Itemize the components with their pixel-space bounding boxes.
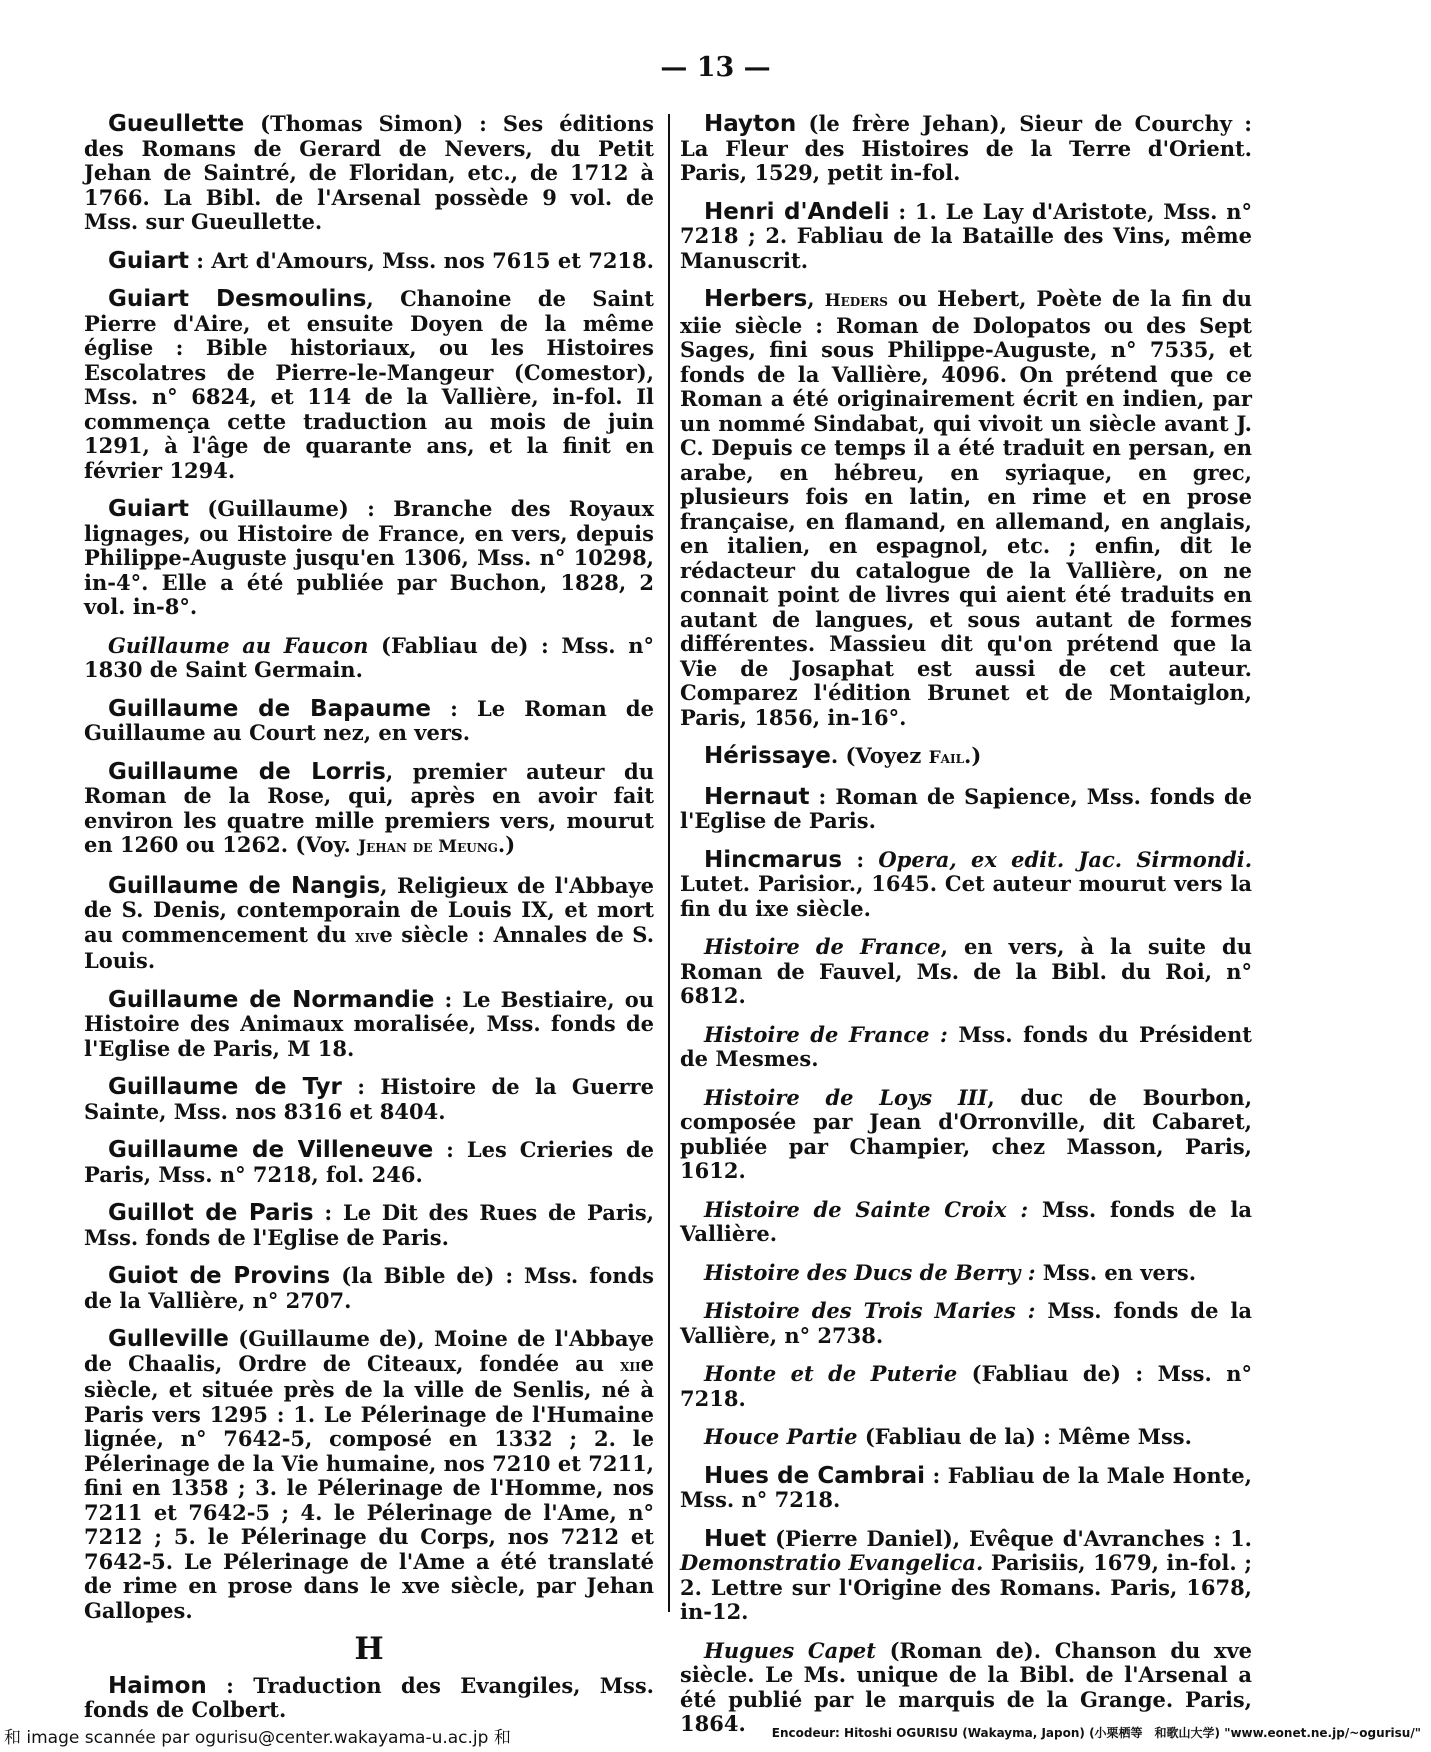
left-column — [84, 112, 654, 1737]
entry-headword: Hues de Cambrai — [704, 1462, 925, 1489]
entry-text: : Les Crieries de Paris, Mss. n° 7218, fol. 246. — [84, 1137, 654, 1187]
catalogue-entry — [84, 112, 654, 235]
left-entries — [84, 112, 654, 1623]
catalogue-entry — [680, 848, 1252, 922]
entry-headword: Histoire de Sainte Croix : — [704, 1196, 1029, 1222]
catalogue-entry — [680, 112, 1252, 186]
entry-text: : Le Bestiaire, ou Histoire des Animaux moralisée, Mss. fonds de l'Eglise de Paris, M 18. — [84, 986, 654, 1061]
entry-text: : — [842, 846, 879, 872]
catalogue-entry — [84, 634, 654, 683]
catalogue-entry — [84, 1674, 654, 1723]
entry-text-tail: .) — [964, 743, 982, 768]
entry-small-caps: xii — [620, 1355, 641, 1376]
entry-text: (Fabliau de) : Mss. n° 7218. — [680, 1361, 1252, 1411]
entry-headword: Gueullette — [108, 111, 245, 137]
entry-headword: Guillaume de Lorris — [108, 758, 386, 785]
entry-text: , en vers, à la suite du Roman de Fauvel, Ms. de la Bibl. du Roi, n° 6812. — [680, 934, 1252, 1008]
catalogue-entry — [84, 697, 654, 746]
entry-text: , Religieux de l'Abbaye de S. Denis, contemporain de Louis IX, et mort au commencement du — [84, 872, 655, 947]
entry-text: Mss. fonds du Président de Mesmes. — [680, 1021, 1252, 1071]
catalogue-entry — [680, 744, 1252, 771]
entry-headword: Guiart — [108, 247, 189, 274]
catalogue-entry — [680, 935, 1252, 1009]
catalogue-entry — [680, 1639, 1252, 1737]
catalogue-entry — [84, 1075, 654, 1124]
entry-headword: Guiot de Provins — [108, 1263, 331, 1289]
catalogue-entry — [680, 1527, 1252, 1625]
encoder-credit: Encodeur: Hitoshi OGURISU (Wakayma, Japon) (小栗栖等 和歌山大学) "www.eonet.ne.jp/~ogurisu/" — [771, 1726, 1421, 1740]
section-letter: H — [354, 1631, 384, 1667]
entry-headword: Gulleville — [108, 1326, 229, 1352]
entry-headword: Histoire de Loys III — [704, 1084, 988, 1110]
entry-text: : Art d'Amours, Mss. nos 7615 et 7218. — [189, 247, 654, 273]
entry-headword: Histoire de France — [704, 934, 941, 959]
right-column — [680, 112, 1252, 1751]
entry-small-caps: Heders — [824, 291, 888, 311]
catalogue-entry — [680, 785, 1252, 834]
catalogue-entry — [680, 1362, 1252, 1411]
catalogue-entry — [84, 287, 654, 483]
entry-headword: Guillot de Paris — [108, 1200, 314, 1226]
column-divider — [668, 114, 670, 1612]
entry-headword: Houce Partie — [704, 1424, 858, 1449]
entry-text: : Le Dit des Rues de Paris, Mss. fonds de l'Eglise de Paris. — [84, 1200, 654, 1250]
entry-headword: Hincmarus — [704, 846, 843, 873]
entry-headword: Guillaume au Faucon — [108, 632, 369, 658]
entry-headword: Henri d'Andeli — [704, 198, 890, 225]
catalogue-entry — [680, 1425, 1252, 1450]
catalogue-entry — [84, 1327, 654, 1623]
entry-headword: Huet — [704, 1525, 767, 1552]
catalogue-entry — [680, 1464, 1252, 1513]
catalogue-entry — [680, 1086, 1252, 1184]
entry-text: Mss. fonds de la Vallière, n° 2738. — [680, 1298, 1252, 1348]
entry-headword: Guiart — [108, 496, 189, 522]
entry-text: : Roman de Sapience, Mss. fonds de l'Eglise de Paris. — [680, 783, 1252, 833]
entry-text: : 1. Le Lay d'Aristote, Mss. n° 7218 ; 2. Fabliau de la Bataille des Vins, même Manuscrit. — [680, 198, 1253, 273]
entry-text: (Fabliau de la) : Même Mss. — [857, 1424, 1192, 1449]
page-number: — 13 — — [660, 52, 771, 83]
entry-text: (Fabliau de) : Mss. n° 1830 de Saint Germain. — [84, 632, 654, 682]
entry-title-italic: Demonstratio Evangelica. — [680, 1550, 984, 1575]
entry-headword: Hérissaye — [704, 743, 831, 769]
entry-headword: Hayton — [704, 111, 797, 137]
catalogue-entry — [680, 287, 1252, 730]
entry-text-tail: e siècle, et située près de la ville de Senlis, né à Paris vers 1295 : 1. Le Pélerinage de l'Humaine lignée, n° 7642-5, composé en 1332 ; 2. le Pélerinage de la Vie humaine, nos 7210 et 7211, fini en 1358 ; 3. le Pélerinage de l'Homme, nos 7211 et 7642-5 ; 4. le Pélerinage de l'Ame, n° 7212 ; 5. le Pélerinage du Corps, nos 7212 et 7642-5. Le Pélerinage de l'Ame a été translaté de rime en prose dans le xve siècle, par Jehan Gallopes. — [84, 1350, 654, 1623]
entry-headword: Guillaume de Tyr — [108, 1074, 342, 1100]
entry-text: , Chanoine de Saint Pierre d'Aire, et ensuite Doyen de la même église : Bible historiaux, ou les Histoires Escolatres de Pierre-le-Mangeur (Comestor), Mss. n° 6824, et 114 de la Vallière, in-fol. Il commença cette traduction au mois de juin 1291, à l'âge de quarante ans, et la finit en février 1294. — [84, 286, 655, 483]
right-entries — [680, 112, 1252, 1737]
entry-headword: Guillaume de Villeneuve — [108, 1137, 434, 1163]
catalogue-entry — [84, 874, 654, 974]
catalogue-entry — [84, 760, 654, 860]
entry-text: , duc de Bourbon, composée par Jean d'Orronville, dit Cabaret, publiée par Champier, chez Masson, Paris, 1612. — [680, 1084, 1253, 1183]
entry-text: (le frère Jehan), Sieur de Courchy : La Fleur des Histoires de la Terre d'Orient. Paris, 1529, petit in-fol. — [680, 111, 1252, 185]
catalogue-entry — [680, 1198, 1252, 1247]
entry-text-tail: .) — [497, 832, 516, 857]
entry-headword: Histoire des Ducs de Berry : — [704, 1259, 1036, 1285]
entry-text-tail: ou Hebert, Poète de la fin du xiie siècle : Roman de Dolopatos ou des Sept Sages, fini sous Philippe-Auguste, n° 7535, et fonds de la Vallière, 4096. On prétend que ce Roman a été originairement écrit en indien, par un nommé Sindabat, qui vivoit un siècle avant J. C. Depuis ce temps il a été traduit en persan, en arabe, en hébreu, en syriaque, en grec, plusieurs fois en latin, en rime et en prose française, en flamand, en allemand, en anglais, en italien, en espagnol, etc. ; enfin, dit le rédacteur du catalogue de la Vallière, on ne connait point de livres qui aient été traduits en autant de langues, et sous autant de formes différentes. Massieu dit qu'on prétend que la Vie de Josaphat est aussi de cet auteur. Comparez l'édition Brunet et de Montaiglon, Paris, 1856, in-16°. — [680, 286, 1252, 730]
entry-text: (Pierre Daniel), Evêque d'Avranches : 1. — [766, 1525, 1252, 1551]
scan-credit: 和 image scannée par ogurisu@center.wakayama-u.ac.jp 和 — [4, 1728, 511, 1748]
entry-small-caps: xiv — [355, 926, 380, 947]
catalogue-entry — [84, 497, 654, 620]
entry-text: Mss. en vers. — [1035, 1259, 1197, 1285]
catalogue-entry — [84, 988, 654, 1062]
entry-small-caps: Jehan de Meung — [358, 837, 498, 857]
entry-text-tail: e siècle : Annales de S. Louis. — [84, 921, 655, 973]
entry-headword: Hernaut — [704, 783, 810, 810]
entry-headword: Guillaume de Bapaume — [108, 695, 432, 722]
catalogue-entry — [84, 249, 654, 274]
entry-headword: Haimon — [108, 1672, 207, 1699]
entry-headword: Guiart Desmoulins — [108, 286, 367, 312]
entry-small-caps: Fail — [928, 748, 965, 768]
entry-text-tail: Lutet. Parisior., 1645. Cet auteur mourut vers la fin du ixe siècle. — [680, 871, 1252, 921]
entry-text: , — [807, 286, 825, 311]
catalogue-entry — [680, 1299, 1252, 1348]
left-after-section-entries — [84, 1674, 654, 1723]
entry-headword: Herbers — [704, 286, 808, 312]
catalogue-entry — [84, 1138, 654, 1187]
entry-text: Mss. fonds de la Vallière. — [680, 1196, 1253, 1246]
entry-text: : Le Roman de Guillaume au Court nez, en vers. — [84, 695, 654, 745]
entry-headword: Guillaume de Nangis — [108, 872, 381, 899]
catalogue-entry — [680, 1023, 1252, 1072]
entry-headword: Guillaume de Normandie — [108, 986, 435, 1013]
entry-text: . (Voyez — [830, 743, 929, 768]
entry-text: (Roman de). Chanson du xve siècle. Le Ms. unique de la Bibl. de l'Arsenal a été publié par le marquis de la Grange. Paris, 1864. — [680, 1637, 1253, 1736]
catalogue-entry — [84, 1264, 654, 1313]
entry-text-tail: Parisiis, 1679, in-fol. ; 2. Lettre sur l'Origine des Romans. Paris, 1678, in-12. — [680, 1550, 1253, 1624]
catalogue-entry — [680, 1261, 1252, 1286]
entry-headword: Hugues Capet — [704, 1637, 876, 1663]
catalogue-entry — [84, 1201, 654, 1250]
entry-headword: Histoire des Trois Maries : — [704, 1298, 1036, 1323]
entry-text: : Traduction des Evangiles, Mss. fonds de Colbert. — [84, 1672, 654, 1722]
entry-text: : Histoire de la Guerre Sainte, Mss. nos 8316 et 8404. — [84, 1074, 654, 1124]
entry-text: , premier auteur du Roman de la Rose, qui, après en avoir fait environ les quatre mille premiers vers, mourut en 1260 ou 1262. (Voy. — [84, 758, 654, 857]
entry-headword: Histoire de France : — [704, 1021, 948, 1047]
entry-text: (la Bible de) : Mss. fonds de la Vallière, n° 2707. — [84, 1263, 655, 1313]
entry-text: (Thomas Simon) : Ses éditions des Romans de Gerard de Nevers, du Petit Jehan de Saintré, de Floridan, etc., de 1712 à 1766. La Bibl. de l'Arsenal possède 9 vol. de Mss. sur Gueullette. — [84, 111, 654, 234]
entry-title-italic: Opera, ex edit. Jac. Sirmondi. — [878, 846, 1253, 872]
entry-text: (Guillaume de), Moine de l'Abbaye de Chaalis, Ordre de Citeaux, fondée au — [84, 1326, 654, 1376]
entry-headword: Honte et de Puterie — [704, 1361, 958, 1386]
catalogue-entry — [680, 200, 1252, 274]
entry-text: (Guillaume) : Branche des Royaux lignages, ou Histoire de France, en vers, depuis Philippe-Auguste jusqu'en 1306, Mss. n° 10298, in-4°. Elle a été publiée par Buchon, 1828, 2 vol. in-8°. — [84, 496, 654, 619]
entry-text: : Fabliau de la Male Honte, Mss. n° 7218. — [680, 1462, 1252, 1512]
